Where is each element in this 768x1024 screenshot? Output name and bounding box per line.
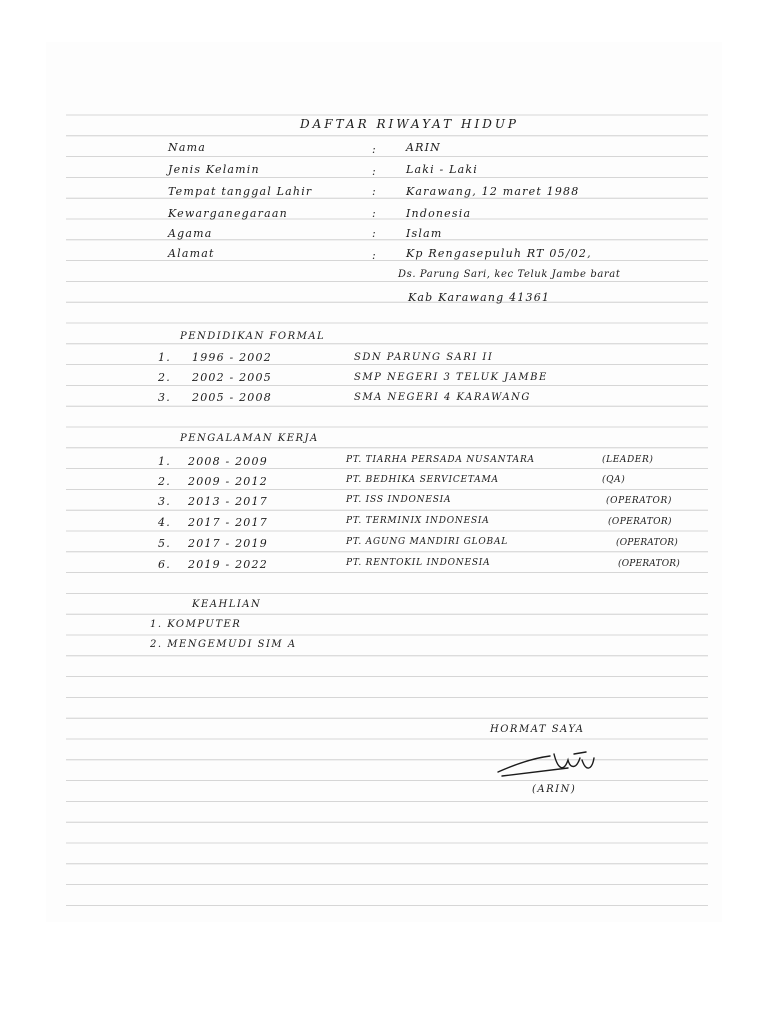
- work-role: (OPERATOR): [606, 496, 672, 506]
- work-role: (LEADER): [602, 455, 654, 465]
- value-religion: Islam: [406, 227, 443, 240]
- edu-no: 1.: [158, 351, 171, 364]
- colon-citizenship: :: [372, 207, 377, 220]
- work-no: 3.: [158, 495, 171, 508]
- work-company: PT. RENTOKIL INDONESIA: [346, 558, 491, 568]
- address-line-3: Kab Karawang 41361: [408, 291, 551, 304]
- work-no: 6.: [158, 558, 171, 571]
- work-company: PT. BEDHIKA SERVICETAMA: [346, 475, 499, 485]
- work-role: (OPERATOR): [616, 538, 678, 548]
- edu-period: 1996 - 2002: [192, 351, 272, 364]
- work-role: (OPERATOR): [618, 559, 680, 569]
- value-birth: Karawang, 12 maret 1988: [406, 185, 580, 198]
- value-name: ARIN: [406, 141, 441, 154]
- work-period: 2009 - 2012: [188, 475, 268, 488]
- work-company: PT. AGUNG MANDIRI GLOBAL: [346, 537, 509, 547]
- colon-name: :: [372, 143, 377, 156]
- colon-birth: :: [372, 185, 377, 198]
- work-heading: PENGALAMAN KERJA: [180, 433, 319, 444]
- label-citizenship: Kewarganegaraan: [168, 207, 288, 220]
- edu-period: 2005 - 2008: [192, 391, 272, 404]
- work-role: (OPERATOR): [608, 517, 672, 527]
- lined-paper-sheet: [46, 42, 722, 922]
- work-no: 1.: [158, 455, 171, 468]
- colon-gender: :: [372, 165, 377, 178]
- label-gender: Jenis Kelamin: [168, 163, 260, 176]
- skill-item: 2. MENGEMUDI SIM A: [150, 639, 297, 650]
- colon-religion: :: [372, 227, 377, 240]
- work-no: 5.: [158, 537, 171, 550]
- work-no: 2.: [158, 475, 171, 488]
- work-company: PT. TIARHA PERSADA NUSANTARA: [346, 455, 535, 465]
- edu-school: SMP NEGERI 3 TELUK JAMBE: [354, 372, 548, 383]
- signature-stroke: [498, 752, 594, 776]
- edu-school: SDN PARUNG SARI II: [354, 352, 494, 363]
- signature-name: (ARIN): [532, 784, 577, 795]
- edu-no: 3.: [158, 391, 171, 404]
- colon-address: :: [372, 249, 377, 262]
- label-address: Alamat: [168, 247, 215, 260]
- signature: [494, 746, 604, 780]
- work-no: 4.: [158, 516, 171, 529]
- work-company: PT. TERMINIX INDONESIA: [346, 516, 490, 526]
- label-religion: Agama: [168, 227, 213, 240]
- skill-item: 1. KOMPUTER: [150, 619, 242, 630]
- document-title: DAFTAR RIWAYAT HIDUP: [300, 117, 519, 131]
- label-name: Nama: [168, 141, 206, 154]
- work-period: 2019 - 2022: [188, 558, 268, 571]
- work-role: (QA): [602, 475, 626, 485]
- value-gender: Laki - Laki: [406, 163, 479, 176]
- work-period: 2013 - 2017: [188, 495, 268, 508]
- work-company: PT. ISS INDONESIA: [346, 495, 452, 505]
- value-address: Kp Rengasepuluh RT 05/02,: [406, 247, 592, 260]
- edu-period: 2002 - 2005: [192, 371, 272, 384]
- work-period: 2008 - 2009: [188, 455, 268, 468]
- label-birth: Tempat tanggal Lahir: [168, 185, 313, 198]
- edu-school: SMA NEGERI 4 KARAWANG: [354, 392, 531, 403]
- work-period: 2017 - 2019: [188, 537, 268, 550]
- value-citizenship: Indonesia: [406, 207, 472, 220]
- education-heading: PENDIDIKAN FORMAL: [180, 331, 326, 342]
- edu-no: 2.: [158, 371, 171, 384]
- closing-greeting: HORMAT SAYA: [490, 724, 585, 735]
- address-line-2: Ds. Parung Sari, kec Teluk Jambe barat: [398, 269, 621, 280]
- skills-heading: KEAHLIAN: [192, 599, 262, 610]
- work-period: 2017 - 2017: [188, 516, 268, 529]
